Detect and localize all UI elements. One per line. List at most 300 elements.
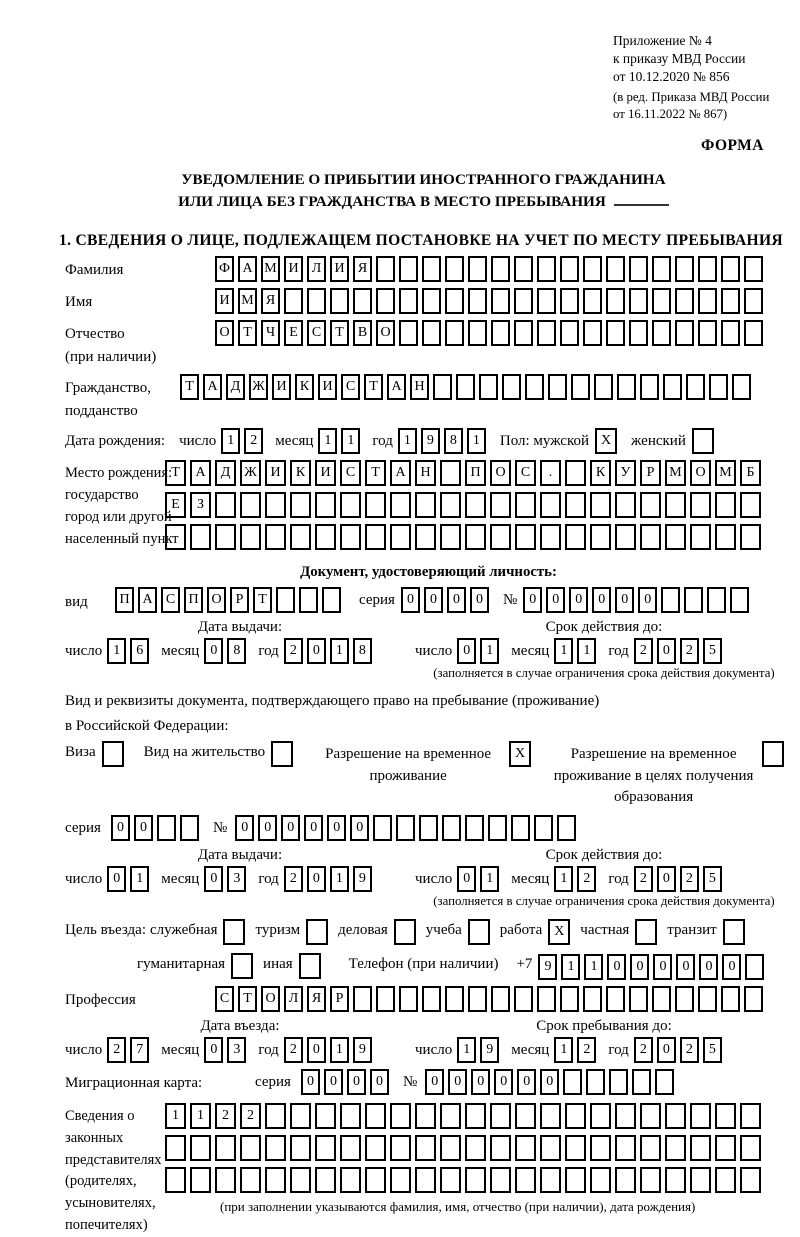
char-cell[interactable]: Л — [307, 256, 326, 282]
char-cell[interactable]: И — [265, 460, 286, 486]
char-cell[interactable]: И — [330, 256, 349, 282]
char-cell[interactable] — [215, 492, 236, 518]
char-cell[interactable] — [715, 492, 736, 518]
char-cell[interactable]: 2 — [577, 866, 596, 892]
char-cell[interactable]: И — [284, 256, 303, 282]
char-cell[interactable] — [661, 587, 680, 613]
char-cell[interactable] — [491, 256, 510, 282]
char-cell[interactable] — [468, 986, 487, 1012]
char-cell[interactable] — [721, 256, 740, 282]
char-cell[interactable] — [629, 256, 648, 282]
char-cell[interactable] — [353, 288, 372, 314]
char-cell[interactable] — [340, 1135, 361, 1161]
char-cell[interactable] — [594, 374, 613, 400]
char-cell[interactable]: 0 — [307, 1037, 326, 1063]
char-cell[interactable]: 0 — [301, 1069, 320, 1095]
char-cell[interactable]: О — [490, 460, 511, 486]
char-cell[interactable] — [707, 587, 726, 613]
char-cell[interactable]: 0 — [324, 1069, 343, 1095]
purpose-tourism-checkbox[interactable] — [306, 919, 328, 945]
char-cell[interactable] — [157, 815, 176, 841]
char-cell[interactable] — [537, 320, 556, 346]
char-cell[interactable] — [440, 1135, 461, 1161]
char-cell[interactable] — [590, 524, 611, 550]
char-cell[interactable] — [698, 256, 717, 282]
char-cell[interactable]: 1 — [330, 1037, 349, 1063]
purpose-official-checkbox[interactable] — [223, 919, 245, 945]
purpose-study-checkbox[interactable] — [468, 919, 490, 945]
char-cell[interactable]: М — [665, 460, 686, 486]
char-cell[interactable] — [290, 492, 311, 518]
char-cell[interactable]: О — [215, 320, 234, 346]
char-cell[interactable]: П — [184, 587, 203, 613]
char-cell[interactable]: 0 — [615, 587, 634, 613]
char-cell[interactable] — [540, 1167, 561, 1193]
char-cell[interactable]: 9 — [480, 1037, 499, 1063]
char-cell[interactable] — [340, 524, 361, 550]
char-cell[interactable]: 2 — [577, 1037, 596, 1063]
char-cell[interactable] — [399, 986, 418, 1012]
char-cell[interactable]: 0 — [350, 815, 369, 841]
char-cell[interactable] — [615, 1135, 636, 1161]
char-cell[interactable]: 0 — [448, 1069, 467, 1095]
char-cell[interactable] — [565, 1135, 586, 1161]
char-cell[interactable] — [665, 1135, 686, 1161]
char-cell[interactable]: Т — [238, 986, 257, 1012]
char-cell[interactable]: 9 — [421, 428, 440, 454]
char-cell[interactable] — [433, 374, 452, 400]
char-cell[interactable]: 0 — [204, 1037, 223, 1063]
char-cell[interactable] — [376, 986, 395, 1012]
char-cell[interactable]: 0 — [307, 866, 326, 892]
char-cell[interactable]: А — [390, 460, 411, 486]
char-cell[interactable]: Т — [165, 460, 186, 486]
char-cell[interactable] — [690, 1167, 711, 1193]
char-cell[interactable]: 1 — [330, 638, 349, 664]
char-cell[interactable]: 0 — [494, 1069, 513, 1095]
char-cell[interactable] — [465, 1135, 486, 1161]
char-cell[interactable]: 0 — [107, 866, 126, 892]
char-cell[interactable]: 8 — [227, 638, 246, 664]
char-cell[interactable] — [615, 524, 636, 550]
char-cell[interactable] — [565, 460, 586, 486]
char-cell[interactable] — [690, 1135, 711, 1161]
char-cell[interactable] — [514, 986, 533, 1012]
char-cell[interactable]: 1 — [165, 1103, 186, 1129]
char-cell[interactable]: 9 — [353, 1037, 372, 1063]
char-cell[interactable] — [537, 288, 556, 314]
char-cell[interactable]: 2 — [680, 1037, 699, 1063]
char-cell[interactable] — [715, 524, 736, 550]
char-cell[interactable] — [468, 288, 487, 314]
char-cell[interactable] — [491, 320, 510, 346]
char-cell[interactable] — [540, 524, 561, 550]
char-cell[interactable]: 0 — [607, 954, 626, 980]
char-cell[interactable]: Т — [253, 587, 272, 613]
char-cell[interactable] — [514, 256, 533, 282]
char-cell[interactable] — [515, 1135, 536, 1161]
char-cell[interactable]: 1 — [561, 954, 580, 980]
char-cell[interactable] — [740, 524, 761, 550]
char-cell[interactable] — [606, 320, 625, 346]
char-cell[interactable]: 0 — [569, 587, 588, 613]
char-cell[interactable]: 2 — [634, 1037, 653, 1063]
temp-residence-education-checkbox[interactable] — [762, 741, 784, 767]
char-cell[interactable] — [445, 320, 464, 346]
char-cell[interactable] — [515, 524, 536, 550]
char-cell[interactable] — [315, 524, 336, 550]
char-cell[interactable]: 0 — [134, 815, 153, 841]
char-cell[interactable]: 2 — [215, 1103, 236, 1129]
char-cell[interactable]: 2 — [284, 866, 303, 892]
char-cell[interactable]: С — [340, 460, 361, 486]
char-cell[interactable] — [165, 1135, 186, 1161]
purpose-other-checkbox[interactable] — [299, 953, 321, 979]
char-cell[interactable] — [640, 374, 659, 400]
char-cell[interactable] — [490, 1103, 511, 1129]
sex-female-checkbox[interactable] — [692, 428, 714, 454]
char-cell[interactable]: С — [215, 986, 234, 1012]
char-cell[interactable]: 1 — [330, 866, 349, 892]
char-cell[interactable] — [571, 374, 590, 400]
char-cell[interactable] — [307, 288, 326, 314]
char-cell[interactable]: Н — [415, 460, 436, 486]
char-cell[interactable]: 0 — [401, 587, 420, 613]
char-cell[interactable]: 9 — [538, 954, 557, 980]
char-cell[interactable]: Т — [330, 320, 349, 346]
char-cell[interactable] — [373, 815, 392, 841]
char-cell[interactable] — [422, 256, 441, 282]
char-cell[interactable] — [376, 256, 395, 282]
char-cell[interactable] — [465, 492, 486, 518]
char-cell[interactable]: 2 — [284, 1037, 303, 1063]
char-cell[interactable]: Я — [307, 986, 326, 1012]
char-cell[interactable] — [675, 320, 694, 346]
char-cell[interactable] — [514, 288, 533, 314]
char-cell[interactable] — [583, 256, 602, 282]
char-cell[interactable] — [663, 374, 682, 400]
char-cell[interactable]: П — [115, 587, 134, 613]
char-cell[interactable] — [640, 492, 661, 518]
char-cell[interactable]: 0 — [638, 587, 657, 613]
char-cell[interactable]: К — [295, 374, 314, 400]
char-cell[interactable]: С — [341, 374, 360, 400]
char-cell[interactable] — [537, 986, 556, 1012]
char-cell[interactable]: 2 — [634, 638, 653, 664]
char-cell[interactable]: 3 — [227, 1037, 246, 1063]
char-cell[interactable] — [445, 288, 464, 314]
char-cell[interactable] — [415, 1167, 436, 1193]
char-cell[interactable]: 1 — [577, 638, 596, 664]
char-cell[interactable]: М — [238, 288, 257, 314]
char-cell[interactable]: 1 — [584, 954, 603, 980]
char-cell[interactable] — [180, 815, 199, 841]
char-cell[interactable]: 5 — [703, 866, 722, 892]
char-cell[interactable] — [525, 374, 544, 400]
char-cell[interactable]: 0 — [327, 815, 346, 841]
char-cell[interactable]: 0 — [722, 954, 741, 980]
char-cell[interactable]: 1 — [107, 638, 126, 664]
char-cell[interactable]: 1 — [554, 866, 573, 892]
char-cell[interactable] — [490, 492, 511, 518]
char-cell[interactable] — [515, 1103, 536, 1129]
char-cell[interactable]: 0 — [540, 1069, 559, 1095]
char-cell[interactable] — [502, 374, 521, 400]
char-cell[interactable] — [215, 1167, 236, 1193]
char-cell[interactable]: 0 — [657, 1037, 676, 1063]
char-cell[interactable] — [740, 1167, 761, 1193]
char-cell[interactable] — [465, 524, 486, 550]
char-cell[interactable] — [190, 524, 211, 550]
char-cell[interactable]: 1 — [554, 1037, 573, 1063]
char-cell[interactable]: И — [215, 288, 234, 314]
char-cell[interactable] — [665, 1103, 686, 1129]
char-cell[interactable] — [565, 1167, 586, 1193]
char-cell[interactable]: У — [615, 460, 636, 486]
char-cell[interactable] — [390, 1103, 411, 1129]
char-cell[interactable]: 0 — [204, 866, 223, 892]
char-cell[interactable]: 1 — [554, 638, 573, 664]
char-cell[interactable] — [515, 492, 536, 518]
char-cell[interactable] — [675, 986, 694, 1012]
char-cell[interactable] — [686, 374, 705, 400]
char-cell[interactable] — [165, 524, 186, 550]
char-cell[interactable]: 2 — [634, 866, 653, 892]
char-cell[interactable]: 2 — [680, 866, 699, 892]
char-cell[interactable] — [290, 1135, 311, 1161]
char-cell[interactable]: 0 — [370, 1069, 389, 1095]
char-cell[interactable] — [315, 1167, 336, 1193]
char-cell[interactable]: 0 — [676, 954, 695, 980]
char-cell[interactable]: К — [590, 460, 611, 486]
char-cell[interactable]: Т — [365, 460, 386, 486]
char-cell[interactable] — [565, 524, 586, 550]
char-cell[interactable]: Я — [353, 256, 372, 282]
char-cell[interactable] — [440, 1167, 461, 1193]
char-cell[interactable]: 0 — [304, 815, 323, 841]
char-cell[interactable]: Т — [238, 320, 257, 346]
char-cell[interactable] — [340, 1167, 361, 1193]
residence-permit-checkbox[interactable] — [271, 741, 293, 767]
char-cell[interactable] — [540, 1135, 561, 1161]
char-cell[interactable]: 1 — [467, 428, 486, 454]
char-cell[interactable] — [684, 587, 703, 613]
char-cell[interactable] — [390, 1135, 411, 1161]
char-cell[interactable] — [240, 1135, 261, 1161]
char-cell[interactable] — [422, 986, 441, 1012]
char-cell[interactable] — [583, 320, 602, 346]
char-cell[interactable]: 3 — [227, 866, 246, 892]
char-cell[interactable] — [615, 1103, 636, 1129]
char-cell[interactable] — [468, 256, 487, 282]
char-cell[interactable] — [315, 492, 336, 518]
char-cell[interactable]: А — [238, 256, 257, 282]
char-cell[interactable] — [290, 524, 311, 550]
purpose-transit-checkbox[interactable] — [723, 919, 745, 945]
char-cell[interactable] — [665, 524, 686, 550]
char-cell[interactable] — [590, 1135, 611, 1161]
char-cell[interactable] — [609, 1069, 628, 1095]
char-cell[interactable]: О — [376, 320, 395, 346]
char-cell[interactable] — [590, 1103, 611, 1129]
char-cell[interactable] — [640, 1167, 661, 1193]
char-cell[interactable]: 0 — [111, 815, 130, 841]
char-cell[interactable] — [415, 524, 436, 550]
char-cell[interactable]: С — [161, 587, 180, 613]
char-cell[interactable] — [640, 1103, 661, 1129]
char-cell[interactable] — [721, 320, 740, 346]
char-cell[interactable] — [583, 288, 602, 314]
char-cell[interactable] — [617, 374, 636, 400]
char-cell[interactable]: Я — [261, 288, 280, 314]
char-cell[interactable] — [709, 374, 728, 400]
char-cell[interactable] — [715, 1167, 736, 1193]
char-cell[interactable] — [490, 1135, 511, 1161]
char-cell[interactable]: Д — [215, 460, 236, 486]
char-cell[interactable]: 1 — [398, 428, 417, 454]
char-cell[interactable] — [390, 1167, 411, 1193]
char-cell[interactable] — [340, 492, 361, 518]
char-cell[interactable] — [515, 1167, 536, 1193]
char-cell[interactable]: 6 — [130, 638, 149, 664]
char-cell[interactable] — [632, 1069, 651, 1095]
char-cell[interactable]: 0 — [457, 638, 476, 664]
char-cell[interactable]: Р — [230, 587, 249, 613]
char-cell[interactable] — [730, 587, 749, 613]
char-cell[interactable] — [265, 524, 286, 550]
char-cell[interactable] — [440, 524, 461, 550]
char-cell[interactable]: 0 — [657, 866, 676, 892]
char-cell[interactable] — [675, 256, 694, 282]
char-cell[interactable] — [583, 986, 602, 1012]
char-cell[interactable] — [299, 587, 318, 613]
char-cell[interactable]: 1 — [480, 866, 499, 892]
char-cell[interactable] — [265, 1103, 286, 1129]
char-cell[interactable] — [240, 1167, 261, 1193]
char-cell[interactable]: 1 — [221, 428, 240, 454]
char-cell[interactable]: 1 — [341, 428, 360, 454]
char-cell[interactable]: 0 — [425, 1069, 444, 1095]
char-cell[interactable] — [690, 524, 711, 550]
char-cell[interactable] — [276, 587, 295, 613]
char-cell[interactable] — [330, 288, 349, 314]
char-cell[interactable]: 0 — [307, 638, 326, 664]
char-cell[interactable] — [640, 524, 661, 550]
char-cell[interactable] — [563, 1069, 582, 1095]
char-cell[interactable] — [740, 1103, 761, 1129]
char-cell[interactable] — [629, 986, 648, 1012]
char-cell[interactable]: 0 — [347, 1069, 366, 1095]
char-cell[interactable] — [440, 1103, 461, 1129]
char-cell[interactable] — [390, 524, 411, 550]
char-cell[interactable] — [560, 986, 579, 1012]
char-cell[interactable]: 2 — [284, 638, 303, 664]
char-cell[interactable] — [365, 1167, 386, 1193]
char-cell[interactable] — [265, 492, 286, 518]
char-cell[interactable]: Е — [165, 492, 186, 518]
char-cell[interactable]: Д — [226, 374, 245, 400]
char-cell[interactable]: 0 — [447, 587, 466, 613]
char-cell[interactable] — [190, 1167, 211, 1193]
char-cell[interactable] — [353, 986, 372, 1012]
char-cell[interactable] — [240, 492, 261, 518]
char-cell[interactable]: В — [353, 320, 372, 346]
char-cell[interactable]: 7 — [130, 1037, 149, 1063]
char-cell[interactable] — [365, 524, 386, 550]
char-cell[interactable]: 2 — [240, 1103, 261, 1129]
char-cell[interactable] — [440, 492, 461, 518]
char-cell[interactable]: . — [540, 460, 561, 486]
char-cell[interactable] — [290, 1103, 311, 1129]
char-cell[interactable] — [721, 986, 740, 1012]
char-cell[interactable]: 0 — [657, 638, 676, 664]
char-cell[interactable]: И — [318, 374, 337, 400]
char-cell[interactable] — [665, 492, 686, 518]
char-cell[interactable]: 0 — [235, 815, 254, 841]
char-cell[interactable] — [548, 374, 567, 400]
char-cell[interactable]: З — [190, 492, 211, 518]
char-cell[interactable] — [511, 815, 530, 841]
char-cell[interactable] — [399, 288, 418, 314]
char-cell[interactable] — [652, 986, 671, 1012]
char-cell[interactable] — [190, 1135, 211, 1161]
char-cell[interactable] — [675, 288, 694, 314]
char-cell[interactable] — [698, 320, 717, 346]
char-cell[interactable]: 0 — [204, 638, 223, 664]
char-cell[interactable] — [514, 320, 533, 346]
char-cell[interactable]: 0 — [630, 954, 649, 980]
char-cell[interactable] — [491, 288, 510, 314]
char-cell[interactable]: 8 — [444, 428, 463, 454]
char-cell[interactable]: М — [261, 256, 280, 282]
char-cell[interactable] — [315, 1103, 336, 1129]
char-cell[interactable] — [744, 288, 763, 314]
char-cell[interactable]: 1 — [457, 1037, 476, 1063]
char-cell[interactable] — [440, 460, 461, 486]
visa-checkbox[interactable] — [102, 741, 124, 767]
char-cell[interactable] — [745, 954, 764, 980]
char-cell[interactable]: 0 — [471, 1069, 490, 1095]
char-cell[interactable] — [490, 524, 511, 550]
char-cell[interactable]: 0 — [457, 866, 476, 892]
char-cell[interactable]: 1 — [130, 866, 149, 892]
char-cell[interactable] — [490, 1167, 511, 1193]
char-cell[interactable]: 0 — [523, 587, 542, 613]
char-cell[interactable] — [698, 288, 717, 314]
char-cell[interactable] — [586, 1069, 605, 1095]
char-cell[interactable] — [445, 986, 464, 1012]
char-cell[interactable]: 0 — [258, 815, 277, 841]
char-cell[interactable]: О — [690, 460, 711, 486]
char-cell[interactable]: 9 — [353, 866, 372, 892]
char-cell[interactable] — [744, 320, 763, 346]
char-cell[interactable] — [376, 288, 395, 314]
char-cell[interactable] — [290, 1167, 311, 1193]
char-cell[interactable] — [606, 986, 625, 1012]
char-cell[interactable] — [456, 374, 475, 400]
char-cell[interactable] — [590, 492, 611, 518]
char-cell[interactable] — [606, 256, 625, 282]
char-cell[interactable] — [415, 1135, 436, 1161]
char-cell[interactable] — [540, 492, 561, 518]
char-cell[interactable] — [560, 320, 579, 346]
char-cell[interactable]: Т — [180, 374, 199, 400]
char-cell[interactable]: 8 — [353, 638, 372, 664]
char-cell[interactable] — [365, 1135, 386, 1161]
char-cell[interactable]: Б — [740, 460, 761, 486]
char-cell[interactable] — [265, 1167, 286, 1193]
char-cell[interactable] — [399, 256, 418, 282]
